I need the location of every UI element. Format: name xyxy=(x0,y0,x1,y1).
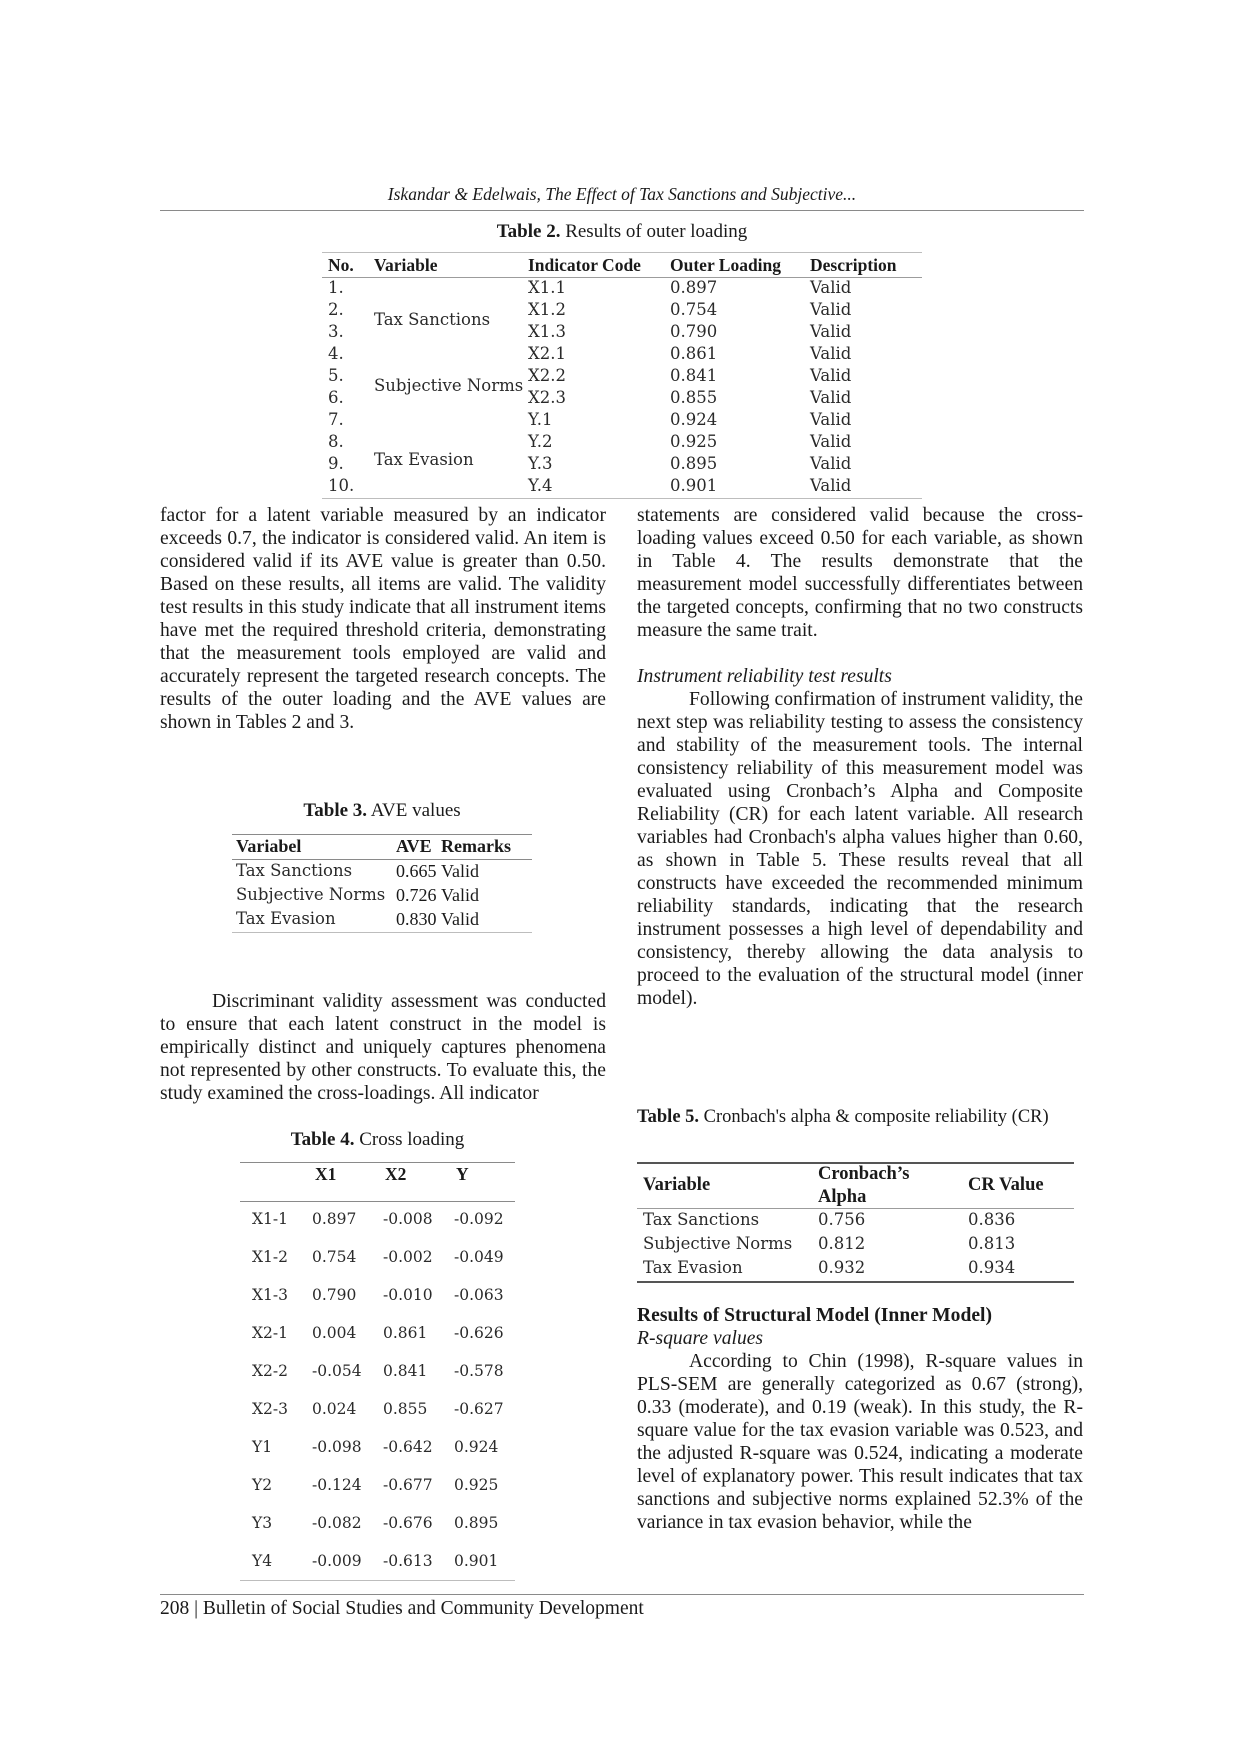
table2-cell-outer-loading: 0.895 xyxy=(670,454,718,473)
right-column-text xyxy=(637,504,1083,1010)
table2-cell-indicator: Y.2 xyxy=(528,432,553,451)
table3-cell-remarks: Valid xyxy=(441,909,479,929)
table2-cell-indicator: Y.3 xyxy=(528,454,553,473)
table-row xyxy=(322,322,922,344)
table2-cell-no: 2. xyxy=(328,300,344,319)
table5 xyxy=(637,1162,1074,1283)
table3-body xyxy=(232,860,532,933)
table3 xyxy=(232,834,532,933)
table4-cell-indicator: X2-2 xyxy=(252,1362,288,1380)
table2-cell-description: Valid xyxy=(810,366,852,385)
table4-cell-indicator: Y4 xyxy=(252,1552,273,1570)
table3-header-variable: Variabel xyxy=(236,836,302,856)
table4-cell-x1: 0.790 xyxy=(312,1286,357,1304)
table4-cell-indicator: X1-1 xyxy=(252,1210,288,1228)
table2-cell-indicator: X2.1 xyxy=(528,344,566,363)
table2-header xyxy=(322,252,922,278)
table4-cell-y: -0.626 xyxy=(454,1324,504,1342)
table2-cell-description: Valid xyxy=(810,322,852,341)
table2-cell-indicator: Y.4 xyxy=(528,476,553,495)
table2-cell-indicator: X2.3 xyxy=(528,388,566,407)
table5-cell-alpha: 0.756 xyxy=(818,1210,866,1229)
table-row xyxy=(637,1257,1074,1281)
running-header: Iskandar & Edelwais, The Effect of Tax Sanctions and Subjective... xyxy=(387,184,857,204)
table5-cell-cr: 0.934 xyxy=(968,1258,1016,1277)
table-row xyxy=(322,476,922,498)
table2-header-outer-loading: Outer Loading xyxy=(670,255,782,275)
table3-label: Table 3. xyxy=(303,800,368,821)
table2-cell-outer-loading: 0.841 xyxy=(670,366,718,385)
table4-cell-x2: -0.642 xyxy=(383,1438,433,1456)
table4-cell-y: -0.049 xyxy=(454,1248,504,1266)
table4-cell-y: 0.925 xyxy=(454,1476,499,1494)
table2-cell-no: 5. xyxy=(328,366,344,385)
table4-cell-y: 0.901 xyxy=(454,1552,499,1570)
paragraph: statements are considered valid because the cross-loading values exceed 0.50 for each variable, as shown in Table 4. The results demonstrate that the measurement model successfully differentiates between the targeted concepts, confirming that no two constructs measure the same trait. xyxy=(637,505,1083,641)
table-row xyxy=(322,344,922,366)
table2-cell-outer-loading: 0.925 xyxy=(670,432,718,451)
table3-title: AVE values xyxy=(370,800,461,821)
table4-cell-x2: -0.002 xyxy=(383,1248,433,1266)
subheading-reliability: Instrument reliability test results xyxy=(637,666,892,687)
table4-cell-x2: 0.855 xyxy=(383,1400,428,1418)
table2-cell-outer-loading: 0.897 xyxy=(670,278,718,297)
table4-cell-x1: 0.024 xyxy=(312,1400,357,1418)
table3-cell-ave: 0.726 xyxy=(396,885,437,905)
table4-cell-x2: 0.861 xyxy=(383,1324,428,1342)
table4-cell-y: -0.627 xyxy=(454,1400,504,1418)
table-row xyxy=(240,1284,515,1308)
table2-variable: Tax Evasion xyxy=(374,450,474,469)
table2-cell-outer-loading: 0.855 xyxy=(670,388,718,407)
table2-cell-description: Valid xyxy=(810,344,852,363)
table2 xyxy=(322,252,922,499)
table4-cell-y: 0.895 xyxy=(454,1514,499,1532)
table2-header-variable: Variable xyxy=(374,255,438,275)
table3-cell-remarks: Valid xyxy=(441,861,479,881)
table5-header-variable: Variable xyxy=(643,1175,711,1195)
table2-label: Table 2. xyxy=(496,221,561,242)
table4-cell-indicator: Y2 xyxy=(252,1476,273,1494)
table2-cell-indicator: X1.2 xyxy=(528,300,566,319)
table4-body xyxy=(240,1202,515,1581)
table-row xyxy=(240,1550,515,1574)
table-row xyxy=(637,1209,1074,1233)
table4-cell-indicator: X1-2 xyxy=(252,1248,288,1266)
table-row xyxy=(232,860,532,884)
table2-cell-outer-loading: 0.790 xyxy=(670,322,718,341)
subheading-r-square: R-square values xyxy=(637,1328,764,1349)
table2-body xyxy=(322,278,922,499)
table3-caption xyxy=(232,800,532,822)
table4-cell-indicator: X1-3 xyxy=(252,1286,288,1304)
left-column-text-1 xyxy=(160,504,606,734)
table3-cell-remarks: Valid xyxy=(441,885,479,905)
table4-cell-x2: -0.677 xyxy=(383,1476,433,1494)
table2-cell-outer-loading: 0.861 xyxy=(670,344,718,363)
table-row xyxy=(240,1474,515,1498)
table-row xyxy=(322,300,922,322)
paragraph: According to Chin (1998), R-square values in PLS-SEM are generally categorized as 0.67 (strong), 0.33 (moderate), and 0.19 (weak). In this study, the R-square value for the tax evasion variable was 0.523, and the adjusted R-square was 0.524, indicating a moderate level of explanatory power. This result indicates that tax sanctions and subjective norms explained 52.3% of the variance in tax evasion behavior, while the xyxy=(637,1351,1083,1533)
table2-cell-indicator: X1.1 xyxy=(528,278,566,297)
table-row xyxy=(322,278,922,300)
table2-cell-description: Valid xyxy=(810,432,852,451)
table-row xyxy=(232,908,532,932)
table2-cell-description: Valid xyxy=(810,454,852,473)
table5-cell-cr: 0.836 xyxy=(968,1210,1016,1229)
table4-cell-x2: 0.841 xyxy=(383,1362,428,1380)
table2-cell-no: 1. xyxy=(328,278,344,297)
table3-cell-ave: 0.830 xyxy=(396,909,437,929)
table2-cell-description: Valid xyxy=(810,410,852,429)
table4-header-y: Y xyxy=(456,1164,469,1184)
table4-cell-y: -0.578 xyxy=(454,1362,504,1380)
table5-header-alpha: Alpha xyxy=(818,1187,867,1207)
table5-label: Table 5. xyxy=(637,1107,700,1127)
table4-label: Table 4. xyxy=(290,1129,355,1150)
table4-header-x1: X1 xyxy=(315,1164,337,1184)
table5-header-cronbach: Cronbach’s xyxy=(818,1164,910,1184)
table-row xyxy=(232,884,532,908)
table4-cell-x1: 0.897 xyxy=(312,1210,357,1228)
table4-cell-indicator: Y1 xyxy=(252,1438,273,1456)
table2-cell-outer-loading: 0.901 xyxy=(670,476,718,495)
table3-header xyxy=(232,834,532,860)
table2-cell-description: Valid xyxy=(810,300,852,319)
table4-cell-y: 0.924 xyxy=(454,1438,499,1456)
table2-title: Results of outer loading xyxy=(565,221,748,242)
table-row xyxy=(240,1398,515,1422)
table-row xyxy=(240,1246,515,1270)
left-column-text-2 xyxy=(160,990,606,1105)
table2-header-description: Description xyxy=(810,255,897,275)
table5-cell-alpha: 0.932 xyxy=(818,1258,866,1277)
table-row xyxy=(322,410,922,432)
table2-cell-outer-loading: 0.754 xyxy=(670,300,718,319)
table2-cell-description: Valid xyxy=(810,278,852,297)
table-row xyxy=(240,1436,515,1460)
table5-header-cr: CR Value xyxy=(968,1175,1044,1195)
paragraph: Following confirmation of instrument validity, the next step was reliability testing to assess the consistency and stability of the measurement tools. The internal consistency reliability of this measurement model was evaluated using Cronbach’s Alpha and Composite Reliability (CR) for each latent variable. All research variables had Cronbach's alpha values higher than 0.60, as shown in Table 5. These results reveal that all constructs have exceeded the recommended minimum reliability standards, indicating that the research instrument possesses a high level of dependability and consistency, thereby allowing the data analysis to proceed to the evaluation of the structural model (inner model). xyxy=(637,689,1083,1009)
table2-caption xyxy=(322,221,922,243)
table4-cell-x1: 0.004 xyxy=(312,1324,357,1342)
table2-cell-no: 9. xyxy=(328,454,344,473)
table2-cell-no: 7. xyxy=(328,410,344,429)
table-row xyxy=(240,1322,515,1346)
table5-header xyxy=(637,1162,1074,1209)
table-row xyxy=(322,388,922,410)
table4 xyxy=(240,1162,515,1581)
table5-cell-alpha: 0.812 xyxy=(818,1234,866,1253)
table2-cell-indicator: X1.3 xyxy=(528,322,566,341)
table2-cell-description: Valid xyxy=(810,388,852,407)
table2-header-indicator: Indicator Code xyxy=(528,255,641,275)
table2-cell-description: Valid xyxy=(810,476,852,495)
table-row xyxy=(240,1208,515,1232)
table3-cell-variable: Subjective Norms xyxy=(236,885,386,904)
table3-cell-variable: Tax Evasion xyxy=(236,909,336,928)
table4-caption xyxy=(240,1129,515,1151)
table3-cell-variable: Tax Sanctions xyxy=(236,861,353,880)
table4-cell-x1: -0.054 xyxy=(312,1362,362,1380)
table5-caption xyxy=(637,1106,1083,1129)
table-row xyxy=(240,1512,515,1536)
table4-cell-x1: -0.009 xyxy=(312,1552,362,1570)
table5-title: Cronbach's alpha & composite reliability (CR) xyxy=(703,1107,1049,1127)
table2-cell-no: 8. xyxy=(328,432,344,451)
table4-header xyxy=(240,1162,515,1202)
table4-cell-x1: -0.082 xyxy=(312,1514,362,1532)
table2-cell-no: 10. xyxy=(328,476,355,495)
table4-cell-indicator: X2-1 xyxy=(252,1324,288,1342)
table4-cell-indicator: X2-3 xyxy=(252,1400,288,1418)
table2-cell-outer-loading: 0.924 xyxy=(670,410,718,429)
table4-cell-x1: 0.754 xyxy=(312,1248,357,1266)
table5-body xyxy=(637,1209,1074,1283)
footer-rule xyxy=(160,1594,1084,1595)
table4-cell-x2: -0.676 xyxy=(383,1514,433,1532)
table5-cell-cr: 0.813 xyxy=(968,1234,1016,1253)
right-column-text-2 xyxy=(637,1304,1083,1534)
header-rule xyxy=(160,210,1084,211)
table-row xyxy=(322,454,922,476)
table2-variable: Tax Sanctions xyxy=(374,310,491,329)
table4-cell-x2: -0.010 xyxy=(383,1286,433,1304)
table3-header-ave: AVE xyxy=(396,836,432,856)
table4-cell-x2: -0.008 xyxy=(383,1210,433,1228)
table3-header-remarks: Remarks xyxy=(441,836,511,856)
table-row xyxy=(322,366,922,388)
table4-cell-y: -0.063 xyxy=(454,1286,504,1304)
table-row xyxy=(637,1233,1074,1257)
table-row xyxy=(240,1360,515,1384)
paragraph: Discriminant validity assessment was conducted to ensure that each latent construct in the model is empirically distinct and uniquely captures phenomena not represented by other constructs. To evaluate this, the study examined the cross-loadings. All indicator xyxy=(160,991,606,1104)
table4-cell-x1: -0.124 xyxy=(312,1476,362,1494)
table2-variable: Subjective Norms xyxy=(374,376,524,395)
table2-cell-no: 6. xyxy=(328,388,344,407)
page-footer: 208 | Bulletin of Social Studies and Community Development xyxy=(160,1598,644,1619)
table-row xyxy=(322,432,922,454)
paragraph: factor for a latent variable measured by an indicator exceeds 0.7, the indicator is considered valid. An item is considered valid if its AVE value is greater than 0.50. Based on these results, all items are valid. The validity test results in this study indicate that all instrument items have met the required threshold criteria, demonstrating that the measurement tools employed are valid and accurately represent the targeted research concepts. The results of the outer loading and the AVE values are shown in Tables 2 and 3. xyxy=(160,505,606,733)
table4-cell-x2: -0.613 xyxy=(383,1552,433,1570)
table2-cell-no: 3. xyxy=(328,322,344,341)
table2-cell-indicator: X2.2 xyxy=(528,366,566,385)
table5-cell-variable: Tax Sanctions xyxy=(643,1210,760,1229)
table4-cell-y: -0.092 xyxy=(454,1210,504,1228)
table2-cell-indicator: Y.1 xyxy=(528,410,553,429)
table2-header-no: No. xyxy=(328,255,354,275)
table4-title: Cross loading xyxy=(359,1129,465,1150)
table4-cell-x1: -0.098 xyxy=(312,1438,362,1456)
section-heading: Results of Structural Model (Inner Model) xyxy=(637,1305,993,1326)
table5-cell-variable: Tax Evasion xyxy=(643,1258,743,1277)
table4-cell-indicator: Y3 xyxy=(252,1514,273,1532)
table2-cell-no: 4. xyxy=(328,344,344,363)
table5-cell-variable: Subjective Norms xyxy=(643,1234,793,1253)
table3-cell-ave: 0.665 xyxy=(396,861,437,881)
table4-header-x2: X2 xyxy=(385,1164,407,1184)
